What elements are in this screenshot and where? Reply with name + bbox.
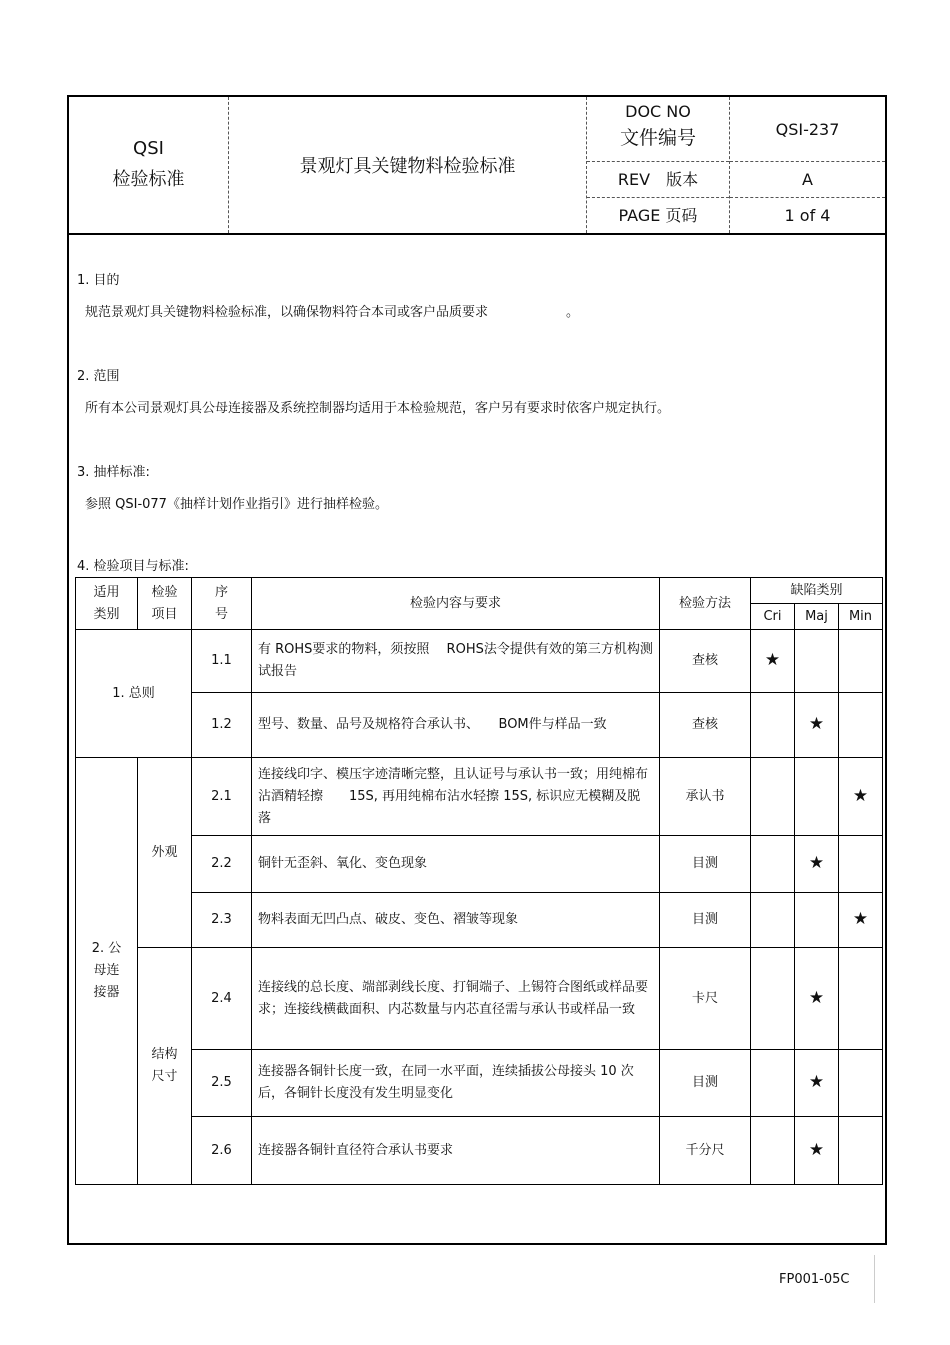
row-content: 连接线印字、模压字迹清晰完整，且认证号与承认书一致；用纯棉布沾酒精轻擦 15S, 再用纯棉布沾水轻擦 15S, 标识应无模糊及脱落: [252, 758, 660, 836]
row-content: 连接线的总长度、端部剥线长度、打铜端子、上锡符合图纸或样品要求；连接线横截面积、内芯数量与内芯直径需与承认书或样品一致: [252, 948, 660, 1050]
cell-maj: [795, 948, 839, 1050]
table-row: [76, 893, 883, 948]
defect-star-icon: ★: [808, 853, 825, 873]
cell-min: [839, 893, 883, 948]
cell-min: [839, 630, 883, 693]
cell-min: [839, 693, 883, 758]
cell-maj: [795, 758, 839, 836]
subgroup-structure: 结构 尺寸: [138, 948, 192, 1185]
defect-star-icon: ★: [852, 785, 869, 806]
cell-maj: [795, 630, 839, 693]
doc-no-label-zh: 文件编号: [619, 127, 696, 149]
document-title: 景观灯具关键物料检验标准: [229, 97, 587, 233]
row-seq: 1.2: [192, 693, 252, 758]
page-label: PAGE 页码: [618, 206, 698, 225]
rev-value: A: [730, 162, 885, 198]
defect-star-icon: ★: [808, 1139, 825, 1160]
section-heading-scope: 2. 范围: [77, 369, 120, 384]
margin-line: [874, 1255, 875, 1303]
header-method: 检验方法: [660, 578, 751, 630]
cell-min: [839, 758, 883, 836]
row-method: 查核: [660, 693, 751, 758]
header-maj: Maj: [795, 604, 839, 630]
meta-labels: [587, 97, 730, 233]
header-defect: 缺陷类别: [751, 578, 883, 604]
cell-maj: [795, 1117, 839, 1185]
cell-cri: [751, 630, 795, 693]
cell-cri: [751, 693, 795, 758]
row-method: 查核: [660, 630, 751, 693]
inspection-table: [75, 577, 883, 1185]
header-category: 适用 类别: [76, 578, 138, 630]
subgroup-appearance: 外观: [138, 758, 192, 948]
section-body-purpose: 规范景观灯具关键物料检验标准，以确保物料符合本司或客户品质要求 。: [85, 305, 580, 320]
cell-maj: [795, 1050, 839, 1117]
table-row: [76, 836, 883, 893]
row-method: 目测: [660, 836, 751, 893]
header-seq: 序 号: [192, 578, 252, 630]
defect-star-icon: ★: [808, 1072, 825, 1092]
rev-label: REV 版本: [587, 162, 729, 198]
row-seq: 1.1: [192, 630, 252, 693]
cell-maj: [795, 893, 839, 948]
row-content: 型号、数量、品号及规格符合承认书、 BOM件与样品一致: [252, 693, 660, 758]
header-item: 检验 项目: [138, 578, 192, 630]
row-method: 承认书: [660, 758, 751, 836]
doc-no-label: [587, 97, 729, 162]
cell-cri: [751, 758, 795, 836]
row-seq: 2.1: [192, 758, 252, 836]
header-min: Min: [839, 604, 883, 630]
row-content: 连接器各铜针长度一致，在同一水平面，连续插拔公母接头 10 次后，各铜针长度没有发生明显变化: [252, 1050, 660, 1117]
defect-star-icon: ★: [852, 909, 869, 929]
table-row: [76, 630, 883, 693]
defect-star-icon: ★: [808, 987, 825, 1008]
row-seq: 2.4: [192, 948, 252, 1050]
section-heading-sampling: 3. 抽样标准:: [77, 465, 150, 480]
table-row: [76, 948, 883, 1050]
section-heading-items: 4. 检验项目与标准:: [77, 559, 189, 574]
page-value: 1 of 4: [784, 206, 831, 225]
table-header-row: [76, 578, 883, 604]
section-body-sampling: 参照 QSI-077《抽样计划作业指引》进行抽样检验。: [85, 497, 388, 512]
cell-min: [839, 1050, 883, 1117]
cell-min: [839, 948, 883, 1050]
header-cri: Cri: [751, 604, 795, 630]
row-method: 千分尺: [660, 1117, 751, 1185]
group-general: 1. 总则: [76, 630, 192, 758]
row-seq: 2.2: [192, 836, 252, 893]
table-row: [76, 1117, 883, 1185]
meta-values: [730, 97, 885, 233]
org-code: QSI: [133, 138, 164, 159]
row-method: 卡尺: [660, 948, 751, 1050]
org-block: [69, 97, 229, 233]
row-method: 目测: [660, 893, 751, 948]
row-content: 物料表面无凹凸点、破皮、变色、褶皱等现象: [252, 893, 660, 948]
table-row: [76, 758, 883, 836]
section-body-scope: 所有本公司景观灯具公母连接器及系统控制器均适用于本检验规范，客户另有要求时依客户规定执行。: [85, 401, 671, 416]
row-content: 连接器各铜针直径符合承认书要求: [252, 1117, 660, 1185]
defect-star-icon: ★: [808, 714, 825, 734]
cell-cri: [751, 1050, 795, 1117]
cell-cri: [751, 1117, 795, 1185]
cell-cri: [751, 836, 795, 893]
row-seq: 2.3: [192, 893, 252, 948]
row-content: 有 ROHS要求的物料，须按照 ROHS法令提供有效的第三方机构测试报告: [252, 630, 660, 693]
doc-no-value: QSI-237: [730, 97, 885, 162]
cell-cri: [751, 948, 795, 1050]
defect-star-icon: ★: [764, 650, 781, 670]
doc-no-label-en: DOC NO: [625, 102, 691, 121]
org-label: 检验标准: [112, 169, 185, 190]
header-content: 检验内容与要求: [252, 578, 660, 630]
row-seq: 2.5: [192, 1050, 252, 1117]
section-heading-purpose: 1. 目的: [77, 273, 120, 288]
cell-maj: [795, 836, 839, 893]
cell-maj: [795, 693, 839, 758]
cell-min: [839, 1117, 883, 1185]
row-content: 铜针无歪斜、氧化、变色现象: [252, 836, 660, 893]
table-row: [76, 693, 883, 758]
row-seq: 2.6: [192, 1117, 252, 1185]
row-method: 目测: [660, 1050, 751, 1117]
document-header: [69, 97, 885, 235]
table-row: [76, 1050, 883, 1117]
cell-cri: [751, 893, 795, 948]
form-code: FP001-05C: [779, 1272, 850, 1287]
document-frame: [67, 95, 887, 1245]
group-connector: 2. 公 母连 接器: [76, 758, 138, 1185]
cell-min: [839, 836, 883, 893]
